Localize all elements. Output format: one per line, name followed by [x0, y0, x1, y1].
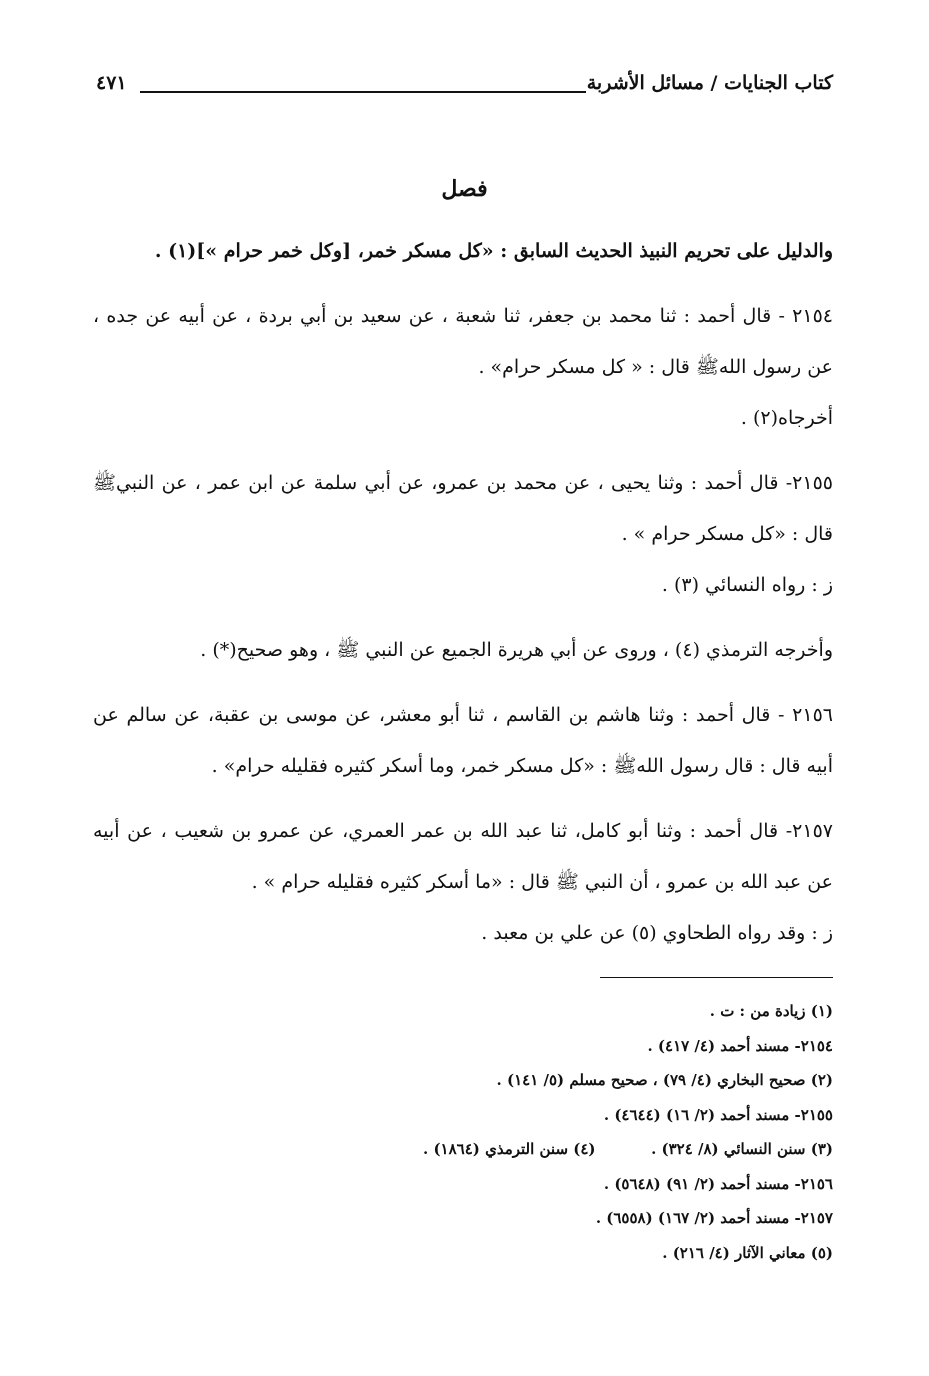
paragraph-2155: ٢١٥٥- قال أحمد : وثنا يحيى ، عن محمد بن عمرو، عن أبي سلمة عن ابن عمر ، عن النبيﷺ قال : «كل مسكر حرام » . [93, 472, 833, 545]
footnote-text: ٢١٥٤- مسند أحمد (٤/ ٤١٧) . [647, 1036, 833, 1055]
page-number: ٤٧١ [96, 72, 127, 94]
footnote-line [93, 1063, 833, 1098]
footnote-line [93, 1167, 833, 1202]
footnote-text: (١) زيادة من : ت . [709, 1002, 833, 1020]
paragraph-2157-note: ز : وقد رواه الطحاوي (٥) عن علي بن معبد . [481, 922, 833, 944]
footnote-line [93, 1132, 833, 1167]
running-header-title: كتاب الجنايات / مسائل الأشربة [586, 72, 833, 94]
footnote-line [93, 1029, 833, 1064]
paragraph-2155-note: ز : رواه النسائي (٣) . [661, 574, 833, 596]
footnote-text: ٢١٥٦- مسند أحمد (٢/ ٩١) (٥٦٤٨) . [603, 1174, 833, 1193]
footnote-line [93, 994, 833, 1029]
main-text [93, 226, 833, 959]
footnote-line [93, 1236, 833, 1271]
paragraph-intro: والدليل على تحريم النبيذ الحديث السابق : «كل مسكر خمر، [وكل خمر حرام »](١) . [154, 240, 833, 262]
section-title: فصل [441, 176, 488, 202]
header-rule [140, 91, 586, 93]
footnote-text: ٢١٥٧- مسند أحمد (٢/ ١٦٧) (٦٥٥٨) . [595, 1209, 833, 1227]
paragraph-2155-tirmidhi: وأخرجه الترمذي (٤) ، وروى عن أبي هريرة الجميع عن النبي ﷺ ، وهو صحيح(*) . [200, 639, 833, 661]
footnote-line [93, 1098, 833, 1133]
footnote-text: (٢) صحيح البخاري (٤/ ٧٩) ، صحيح مسلم (٥/ ١٤١) . [496, 1071, 833, 1089]
paragraph-2154: ٢١٥٤ - قال أحمد : ثنا محمد بن جعفر، ثنا شعبة ، عن سعيد بن أبي بردة ، عن أبيه عن جده ، عن رسول اللهﷺ قال : « كل مسكر حرام» . [93, 305, 833, 378]
footnote-text: ٢١٥٥- مسند أحمد (٢/ ١٦) (٤٦٤٤) . [603, 1105, 833, 1124]
footnote-text: (٥) معاني الآثار (٤/ ٢١٦) . [662, 1243, 833, 1262]
footnote-rule [600, 977, 833, 978]
paragraph-2154-takhrij: أخرجاه(٢) . [740, 407, 833, 429]
footnote-text: (٣) سنن النسائي (٨/ ٣٢٤) . [651, 1140, 833, 1158]
footnotes [93, 994, 833, 1270]
paragraph-2157: ٢١٥٧- قال أحمد : وثنا أبو كامل، ثنا عبد الله بن عمر العمري، عن عمرو بن شعيب ، عن أبيه عن عبد الله بن عمرو ، أن النبي ﷺ قال : «ما أسكر كثيره فقليله حرام » . [93, 820, 833, 893]
paragraph-2156: ٢١٥٦ - قال أحمد : وثنا هاشم بن القاسم ، ثنا أبو معشر، عن موسى بن عقبة، عن سالم عن أبيه قال : قال رسول اللهﷺ : «كل مسكر خمر، وما أسكر كثيره فقليله حرام» . [93, 704, 833, 777]
footnote-text-secondary: (٤) سنن الترمذي (١٨٦٤) . [423, 1140, 596, 1158]
footnote-line [93, 1201, 833, 1236]
